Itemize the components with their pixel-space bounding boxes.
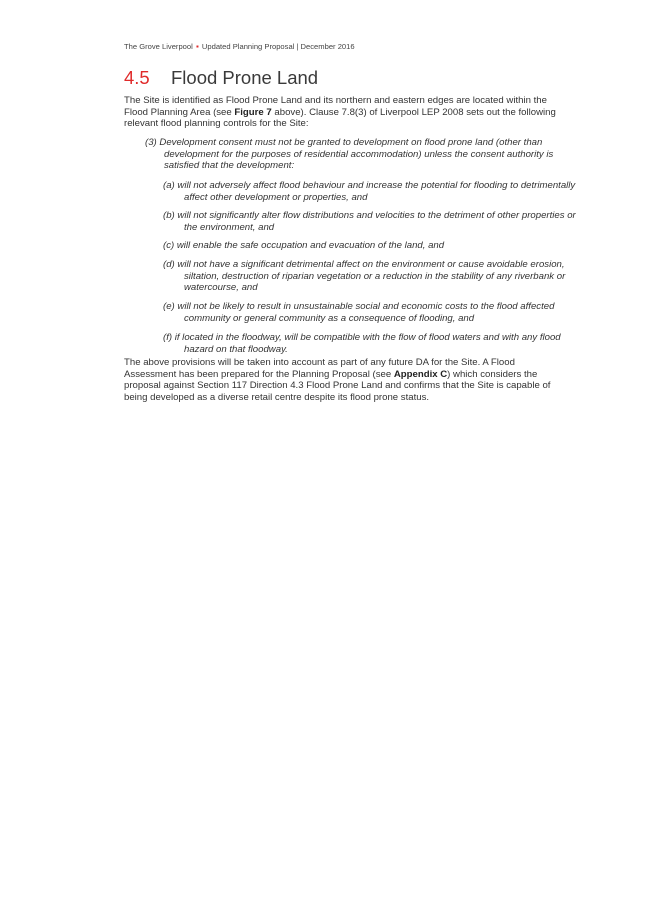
closing-paragraph xyxy=(124,357,564,403)
clause-item-f: (f) if located in the floodway, will be compatible with the flow of flood waters and with any flood hazard on that floodway. xyxy=(163,332,561,355)
section-title: Flood Prone Land xyxy=(171,67,319,88)
closing-text-1: The above provisions will be taken into account as part of any future DA for the Site. A Flood Assessment has been prepared for the Planning Proposal (see xyxy=(124,357,515,380)
closing-text-2: ) which considers the proposal against Section 117 Direction 4.3 Flood Prone Land and confirms that the Site is capable of being developed as a diverse retail centre despite its flood prone status. xyxy=(124,368,551,403)
section-number: 4.5 xyxy=(124,67,150,88)
clause-3: (3) Development consent must not be granted to development on flood prone land (other than development for the purposes of residential accommodation) unless the consent authority is satisfied that the development: xyxy=(145,137,554,172)
clause-item-c: (c) will enable the safe occupation and evacuation of the land, and xyxy=(163,240,445,251)
figure-reference: Figure 7 xyxy=(234,106,272,118)
intro-paragraph xyxy=(124,95,564,130)
clause-item-b: (b) will not significantly alter flow distributions and velocities to the detriment of other properties or the environment, and xyxy=(163,210,576,233)
header-document: Updated Planning Proposal | December 2016 xyxy=(201,42,355,51)
running-header xyxy=(124,42,355,51)
header-project: The Grove Liverpool xyxy=(124,42,193,51)
clause-item-d: (d) will not have a significant detrimental affect on the environment or cause avoidable erosion, siltation, destruction of riparian vegetation or a reduction in the stability of any riverbank or watercourse, and xyxy=(163,259,566,294)
appendix-reference: Appendix C xyxy=(393,368,448,380)
intro-text-1: The Site is identified as Flood Prone Land and its northern and eastern edges are located within the Flood Planning Area (see xyxy=(124,95,547,118)
clause-item-a: (a) will not adversely affect flood behaviour and increase the potential for flooding to detrimentally affect other development or properties, and xyxy=(163,180,576,203)
header-separator: ▪ xyxy=(195,42,199,51)
intro-text-2: above). Clause 7.8(3) of Liverpool LEP 2008 sets out the following relevant flood planning controls for the Site: xyxy=(124,106,556,130)
section-heading xyxy=(124,67,318,89)
clause-item-e: (e) will not be likely to result in unsustainable social and economic costs to the flood affected community or general community as a consequence of flooding, and xyxy=(163,301,555,324)
